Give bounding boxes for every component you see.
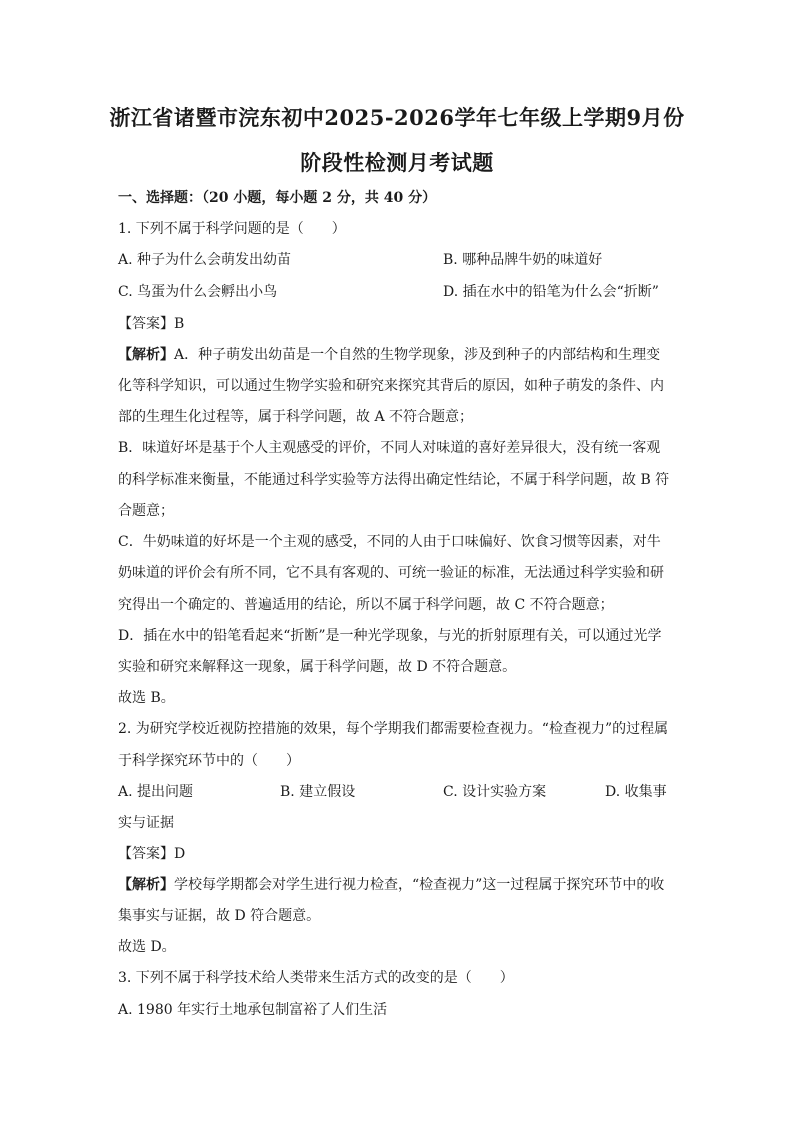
question-2-option-c: C. 设计实验方案: [443, 784, 547, 800]
document-title-line-1: 浙江省诸暨市浣东初中2025-2026学年七年级上学期9月份: [109, 105, 685, 130]
question-2-option-d-cont: 实与证据: [118, 815, 174, 831]
question-2-option-a: A. 提出问题: [118, 784, 194, 800]
question-1-analysis-line: 化等科学知识，可以通过生物学实验和研究来探究其背后的原因，如种子萌发的条件、内: [118, 378, 664, 394]
question-2-answer: 【答案】D: [118, 846, 186, 862]
analysis-text: 学校每学期都会对学生进行视力检查，“检查视力”这一过程属于探究环节中的收: [174, 877, 665, 893]
question-2-analysis-line: 集事实与证据，故 D 符合题意。: [118, 908, 321, 924]
question-2-conclusion: 故选 D。: [118, 939, 176, 955]
question-3-option-a: A. 1980 年实行土地承包制富裕了人们生活: [118, 1002, 388, 1018]
question-3-stem: 3. 下列不属于科学技术给人类带来生活方式的改变的是（ ）: [118, 970, 514, 986]
question-1-option-b: B. 哪种品牌牛奶的味道好: [443, 252, 603, 268]
question-1-analysis-line: [118, 344, 660, 364]
analysis-label: 【解析】: [118, 877, 174, 893]
question-1-analysis-line: 奶味道的评价会有所不同，它不具有客观的、可统一验证的标准，无法通过科学实验和研: [118, 565, 664, 581]
question-2-option-b: B. 建立假设: [280, 784, 356, 800]
question-1-analysis-line: B．味道好坏是基于个人主观感受的评价，不同人对味道的喜好差异很大，没有统一客观: [118, 440, 661, 456]
question-2-option-d: D. 收集事: [605, 784, 667, 800]
question-1-analysis-line: 究得出一个确定的、普遍适用的结论，所以不属于科学问题，故 C 不符合题意；: [118, 597, 614, 613]
question-1-option-c: C. 鸟蛋为什么会孵出小鸟: [118, 284, 278, 300]
question-1-conclusion: 故选 B。: [118, 690, 175, 706]
question-2-stem: 2. 为研究学校近视防控措施的效果，每个学期我们都需要检查视力。“检查视力”的过程属: [118, 721, 669, 737]
question-1-answer: 【答案】B: [118, 316, 185, 332]
document-title-line-2: 阶段性检测月考试题: [300, 150, 494, 175]
question-1-analysis-line: 合题意；: [118, 503, 174, 519]
question-1-analysis-line: 实验和研究来解释这一现象，属于科学问题，故 D 不符合题意。: [118, 659, 517, 675]
question-1-option-d: D. 插在水中的铅笔为什么会“折断”: [443, 284, 659, 300]
question-1-analysis-line: C．牛奶味道的好坏是一个主观的感受，不同的人由于口味偏好、饮食习惯等因素，对牛: [118, 534, 661, 550]
section-heading: 一、选择题：（20 小题，每小题 2 分，共 40 分）: [118, 190, 437, 206]
analysis-label: 【解析】: [118, 347, 174, 363]
question-2-stem-cont: 于科学探究环节中的（ ）: [118, 753, 300, 769]
question-2-analysis-line: [118, 874, 664, 894]
question-1-option-a: A. 种子为什么会萌发出幼苗: [118, 252, 292, 268]
question-1-stem: 1. 下列不属于科学问题的是（ ）: [118, 221, 346, 237]
question-1-analysis-line: 的科学标准来衡量，不能通过科学实验等方法得出确定性结论，不属于科学问题，故 B 符: [118, 472, 670, 488]
analysis-text: A．种子萌发出幼苗是一个自然的生物学现象，涉及到种子的内部结构和生理变: [174, 347, 661, 363]
question-1-analysis-line: 部的生理生化过程等，属于科学问题，故 A 不符合题意；: [118, 409, 474, 425]
question-1-analysis-line: D．插在水中的铅笔看起来“折断”是一种光学现象，与光的折射原理有关，可以通过光学: [118, 628, 662, 644]
